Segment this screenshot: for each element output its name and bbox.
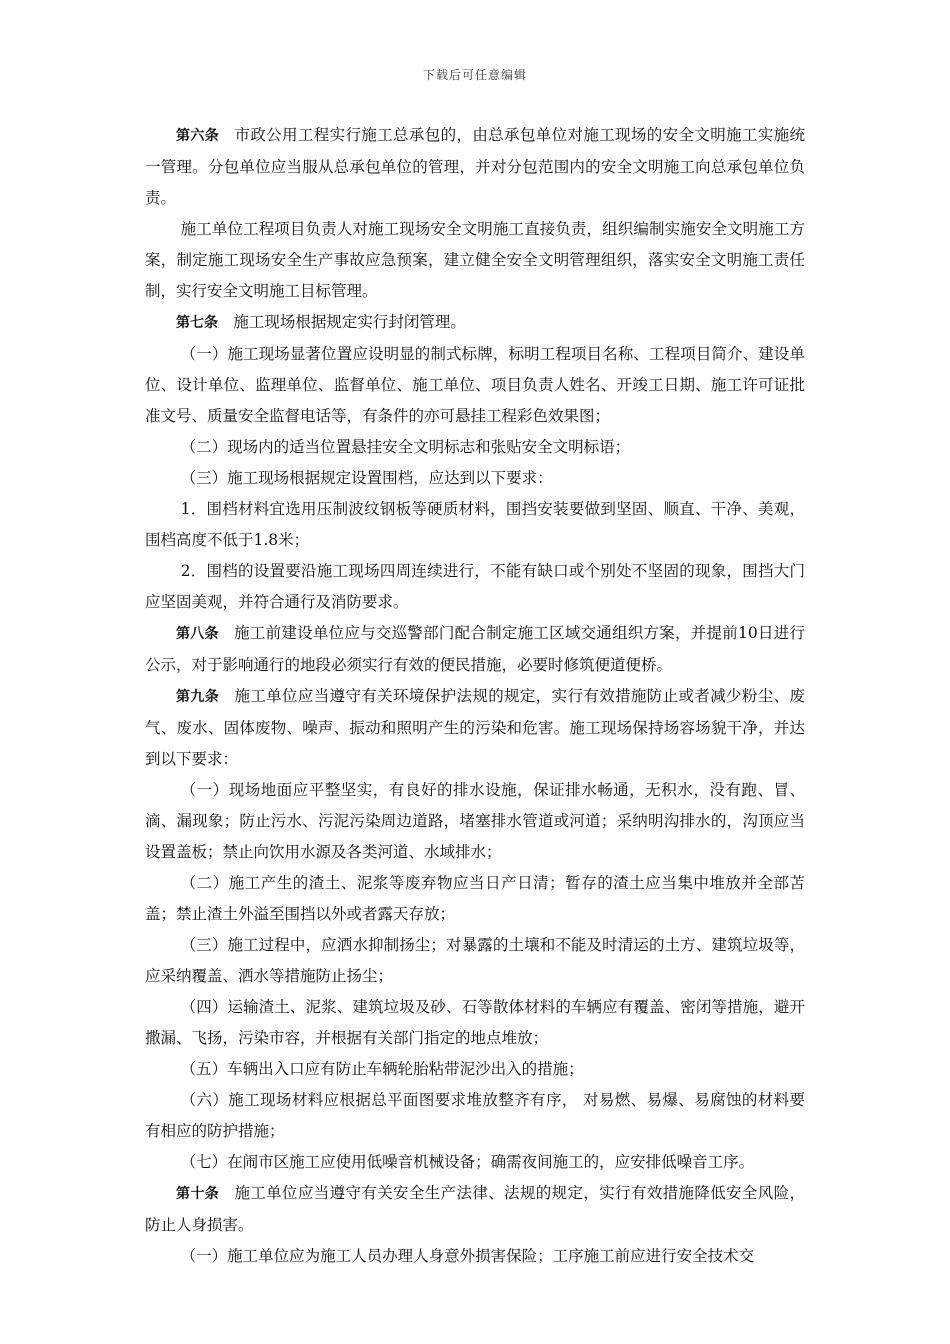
- list-item: [145, 463, 805, 494]
- article-label: 第八条: [176, 626, 219, 642]
- paragraph-article-7: [145, 307, 805, 339]
- paragraph-text: （四）运输渣土、泥浆、建筑垃圾及砂、石等散体材料的车辆应有覆盖、密闭等措施，避开撒漏、飞扬，污染市容，并根据有关部门指定的地点堆放；: [145, 998, 805, 1047]
- list-item: [145, 930, 805, 992]
- paragraph-article-9: [145, 681, 805, 775]
- paragraph-text: （一）施工单位应为施工人员办理人身意外损害保险；工序施工前应进行安全技术交: [180, 1247, 755, 1265]
- page-header-note: 下载后可任意编辑: [422, 68, 527, 82]
- list-item: [145, 1147, 805, 1178]
- paragraph-text: 施工单位应当遵守有关安全生产法律、法规的规定，实行有效措施降低安全风险，防止人身损害。: [145, 1184, 805, 1234]
- paragraph-text: （三）施工过程中，应洒水抑制扬尘；对暴露的土壤和不能及时清运的土方、建筑垃圾等，应采纳覆盖、洒水等措施防止扬尘；: [145, 936, 805, 985]
- paragraph-text: （六）施工现场材料应根据总平面图要求堆放整齐有序， 对易燃、易爆、易腐蚀的材料要有相应的防护措施；: [145, 1091, 805, 1140]
- paragraph-text: 施工单位应当遵守有关环境保护法规的规定，实行有效措施防止或者减少粉尘、废气、废水、固体废物、噪声、振动和照明产生的污染和危害。施工现场保持场容场貌干净，并达到以下要求：: [145, 687, 805, 768]
- list-item: [145, 494, 805, 556]
- paragraph-article-10: [145, 1178, 805, 1241]
- paragraph-text: （五）车辆出入口应有防止车辆轮胎粘带泥沙出入的措施；: [180, 1060, 584, 1078]
- article-label: 第十条: [176, 1186, 220, 1202]
- paragraph-text: 施工现场根据规定实行封闭管理。: [233, 313, 466, 331]
- paragraph-article-6: [145, 120, 805, 214]
- list-item: [145, 1054, 805, 1085]
- document-body: [145, 120, 805, 1272]
- list-item: [145, 775, 805, 868]
- list-item: [145, 1085, 805, 1147]
- paragraph-text: （二）施工产生的渣土、泥浆等废弃物应当日产日清；暂存的渣土应当集中堆放并全部苫盖；禁止渣土外溢至围挡以外或者露天存放；: [145, 874, 805, 923]
- list-item: [145, 432, 805, 463]
- list-item: [145, 556, 805, 618]
- paragraph-text: 2．围档的设置要沿施工现场四周连续进行，不能有缺口或个别处不坚固的现象，围挡大门应坚固美观，并符合通行及消防要求。: [145, 562, 805, 611]
- article-label: 第九条: [176, 689, 220, 705]
- article-label: 第七条: [176, 315, 218, 331]
- paragraph-text: 施工前建设单位应与交巡警部门配合制定施工区域交通组织方案，并提前10日进行公示，对于影响通行的地段必须实行有效的便民措施，必要时修筑便道便桥。: [145, 624, 806, 674]
- list-item: [145, 339, 805, 432]
- paragraph-article-8: [145, 618, 805, 681]
- list-item: [145, 868, 805, 930]
- paragraph-text: （一）施工现场显著位置应设明显的制式标牌，标明工程项目名称、工程项目简介、建设单位、设计单位、监理单位、监督单位、施工单位、项目负责人姓名、开竣工日期、施工许可证批准文号、质量安全监督电话等，有条件的亦可悬挂工程彩色效果图；: [145, 345, 805, 425]
- article-label: 第六条: [176, 128, 220, 144]
- paragraph: [145, 214, 805, 307]
- paragraph-text: （三）施工现场根据规定设置围档，应达到以下要求：: [180, 469, 553, 487]
- paragraph-text: 1．围档材料宜选用压制波纹钢板等硬质材料，围挡安装要做到坚固、顺直、干净、美观，围档高度不低于1.8米；: [145, 500, 805, 549]
- list-item: [145, 1241, 805, 1272]
- paragraph-text: （二）现场内的适当位置悬挂安全文明标志和张贴安全文明标语；: [180, 438, 631, 456]
- paragraph-text: （一）现场地面应平整坚实，有良好的排水设施，保证排水畅通，无积水，没有跑、冒、滴、漏现象；防止污水、污泥污染周边道路，堵塞排水管道或河道；采纳明沟排水的，沟顶应当设置盖板；禁止向饮用水源及各类河道、水域排水；: [145, 781, 805, 861]
- paragraph-text: 施工单位工程项目负责人对施工现场安全文明施工直接负责，组织编制实施安全文明施工方案，制定施工现场安全生产事故应急预案，建立健全安全文明管理组织，落实安全文明施工责任制，实行安全文明施工目标管理。: [145, 220, 805, 300]
- paragraph-text: 市政公用工程实行施工总承包的，由总承包单位对施工现场的安全文明施工实施统一管理。分包单位应当服从总承包单位的管理，并对分包范围内的安全文明施工向总承包单位负责。: [145, 126, 805, 207]
- list-item: [145, 992, 805, 1054]
- paragraph-text: （七）在闹市区施工应使用低噪音机械设备；确需夜间施工的，应安排低噪音工序。: [180, 1153, 755, 1171]
